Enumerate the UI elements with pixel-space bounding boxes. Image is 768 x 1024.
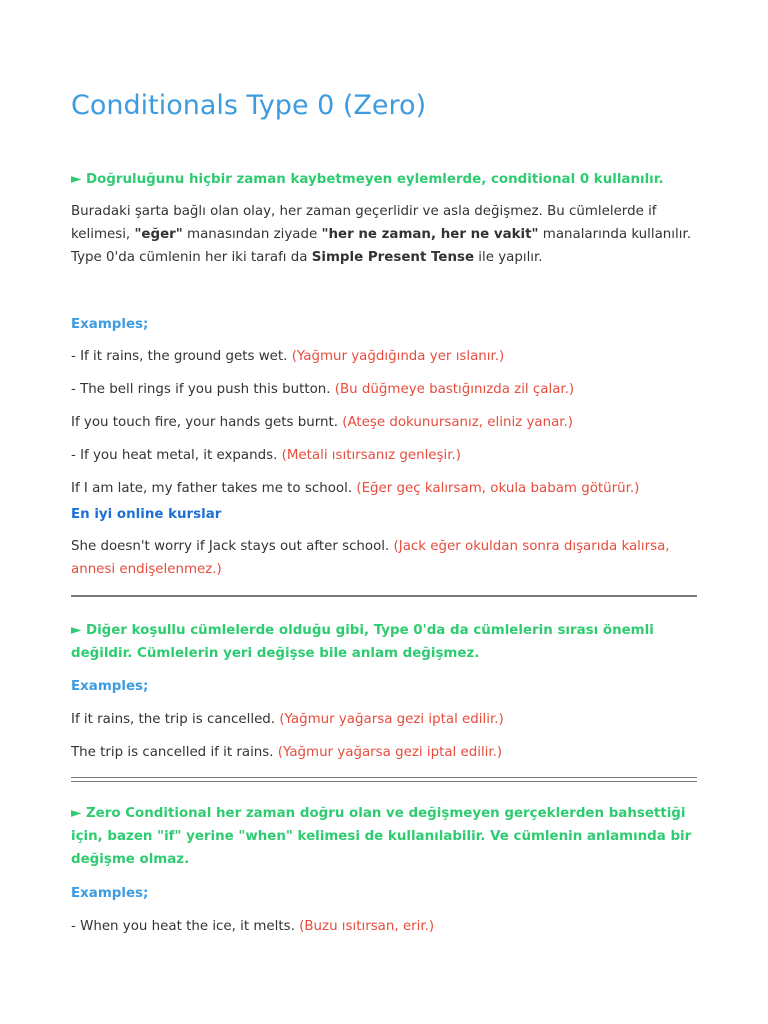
section1-examples-label: Examples; — [71, 317, 149, 332]
section3-heading: ► Zero Conditional her zaman doğru olan ve değişmeyen gerçeklerden bahsettiği için, bazen "if" yerine "when" kelimesi de kullanılabilir. Ve cümlenin anlamında bir değişme olmaz. — [71, 806, 692, 867]
section1-intro: Buradaki şarta bağlı olan olay, her zaman geçerlidir ve asla değişmez. Bu cümlelerde if kelimesi, "eğer" manasından ziyade "her ne zaman, her ne vakit" manalarında kullanılır. Type 0'da cümlenin her iki tarafı da Simple Present Tense ile yapılır. — [71, 204, 691, 265]
example-item: - If it rains, the ground gets wet. (Yağmur yağdığında yer ıslanır.) — [71, 349, 505, 364]
bold-her-ne-zaman: "her ne zaman, her ne vakit" — [321, 227, 539, 242]
section3-examples-label: Examples; — [71, 886, 149, 901]
example-item: If it rains, the trip is cancelled. (Yağmur yağarsa gezi iptal edilir.) — [71, 712, 504, 727]
example-item: - When you heat the ice, it melts. (Buzu ısıtırsan, erir.) — [71, 919, 435, 934]
online-courses-link-row — [71, 503, 697, 526]
section2-examples-label: Examples; — [71, 679, 149, 694]
bold-eger: "eğer" — [134, 227, 183, 242]
bold-simple-present: Simple Present Tense — [311, 250, 475, 265]
section-divider — [71, 595, 697, 597]
example-item: - If you heat metal, it expands. (Metali ısıtırsanız genleşir.) — [71, 448, 461, 463]
section2-heading: ► Diğer koşullu cümlelerde olduğu gibi, Type 0'da da cümlelerin sırası önemli değildir. Cümlelerin yeri değişse bile anlam değişmez. — [71, 623, 654, 661]
example-item: - The bell rings if you push this button. (Bu düğmeye bastığınızda zil çalar.) — [71, 382, 575, 397]
online-courses-link[interactable]: En iyi online kurslar — [71, 507, 222, 522]
section-divider-double — [71, 777, 697, 782]
page-title: Conditionals Type 0 (Zero) — [71, 90, 427, 121]
example-item: If you touch fire, your hands gets burnt. (Ateşe dokunursanız, eliniz yanar.) — [71, 415, 574, 430]
example-item: She doesn't worry if Jack stays out after school. (Jack eğer okuldan sonra dışarıda kalırsa, annesi endişelenmez.) — [71, 539, 670, 577]
example-item: If I am late, my father takes me to school. (Eğer geç kalırsam, okula babam götürür.) — [71, 481, 640, 496]
example-item: The trip is cancelled if it rains. (Yağmur yağarsa gezi iptal edilir.) — [71, 745, 503, 760]
section1-heading: ► Doğruluğunu hiçbir zaman kaybetmeyen eylemlerde, conditional 0 kullanılır. — [71, 172, 664, 187]
